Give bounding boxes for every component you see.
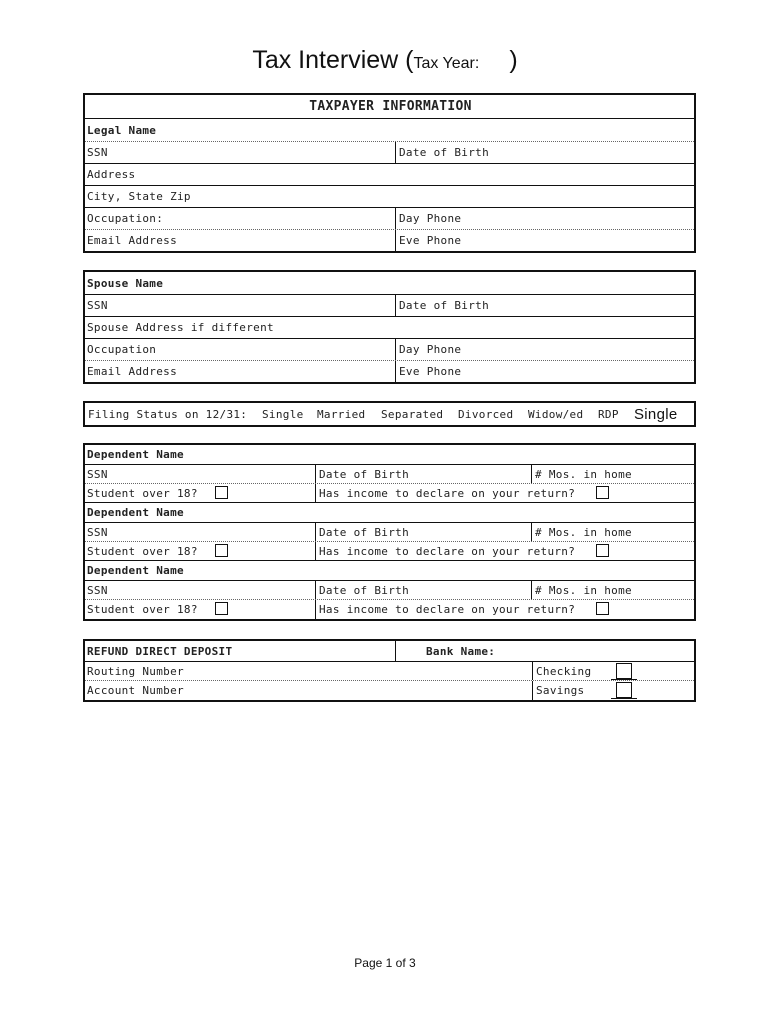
spouse-dob-field[interactable]: Date of Birth [395,295,694,316]
tax-year-label: Tax Year: [413,55,480,72]
dependent-student-label: Student over 18? [87,486,198,500]
spouse-email-row [85,361,694,382]
legal-name-row[interactable] [85,119,694,142]
taxpayer-ssn-field[interactable]: SSN [87,146,108,159]
spouse-ssn-row [85,295,694,317]
dependent-name-label: Dependent Name [87,564,184,577]
taxpayer-email-row [85,230,694,251]
refund-header-row [85,641,694,662]
taxpayer-city-field[interactable]: City, State Zip [87,190,191,203]
taxpayer-day-phone-field[interactable]: Day Phone [395,208,694,229]
spouse-address-field[interactable]: Spouse Address if different [87,321,274,334]
taxpayer-header-row [85,95,694,119]
dependent-income-field [315,600,694,619]
spouse-day-phone-field[interactable]: Day Phone [395,339,694,360]
filing-status-label: Filing Status on 12/31: [88,407,248,421]
dependent-months-field[interactable]: # Mos. in home [531,581,694,599]
taxpayer-address-row [85,164,694,186]
taxpayer-section [83,93,696,253]
dependent-ssn-field[interactable]: SSN [87,525,108,539]
dependent-student-field [85,542,315,560]
spouse-name-label: Spouse Name [87,276,164,290]
dependent-student-label: Student over 18? [87,544,198,558]
bank-name-field[interactable]: Bank Name: [395,641,694,661]
checking-underline [611,679,637,680]
spouse-section [83,270,696,384]
checking-checkbox[interactable] [616,663,632,679]
filing-option-rdp[interactable]: RDP [598,407,619,421]
dependent-student-row [85,542,694,561]
checking-label: Checking [536,664,592,678]
refund-section [83,639,696,702]
dependent-income-label: Has income to declare on your return? [319,544,576,558]
taxpayer-occupation-field[interactable]: Occupation: [87,212,164,225]
filing-status-selected[interactable]: Single [634,405,678,423]
taxpayer-city-row [85,186,694,208]
spouse-address-row [85,317,694,339]
spouse-occupation-row [85,339,694,361]
dependent-student-checkbox[interactable] [215,544,228,557]
dependent-income-label: Has income to declare on your return? [319,603,576,616]
dependent-income-checkbox[interactable] [596,544,609,557]
dependent-income-field [315,484,694,502]
dependent-ssn-field[interactable]: SSN [87,467,108,481]
spouse-occupation-field[interactable]: Occupation [87,343,157,356]
dependent-months-field[interactable]: # Mos. in home [531,523,694,541]
spouse-eve-phone-field[interactable]: Eve Phone [395,361,694,382]
dependent-ssn-row [85,523,694,542]
dependent-student-checkbox[interactable] [215,486,228,499]
dependents-section [83,443,696,621]
taxpayer-email-field[interactable]: Email Address [87,234,177,247]
taxpayer-dob-field[interactable]: Date of Birth [395,142,694,163]
routing-number-field[interactable]: Routing Number [87,664,184,678]
spouse-email-field[interactable]: Email Address [87,365,177,378]
taxpayer-section-title: TAXPAYER INFORMATION [309,99,472,114]
taxpayer-ssn-row [85,142,694,164]
dependent-student-checkbox[interactable] [215,602,228,615]
dependent-name-row[interactable] [85,503,694,523]
dependent-dob-field[interactable]: Date of Birth [315,465,531,483]
dependent-ssn-row [85,465,694,484]
dependent-student-field [85,600,315,619]
dependent-dob-field[interactable]: Date of Birth [315,523,531,541]
filing-option-single[interactable]: Single [262,407,304,421]
dependent-income-checkbox[interactable] [596,602,609,615]
savings-label: Savings [536,684,585,697]
dependent-ssn-row [85,581,694,600]
dependent-ssn-field[interactable]: SSN [87,583,108,597]
dependent-income-label: Has income to declare on your return? [319,486,576,500]
savings-underline [611,698,637,699]
savings-checkbox[interactable] [616,682,632,698]
page-number: Page 1 of 3 [354,956,416,970]
dependent-student-row [85,484,694,503]
dependent-student-label: Student over 18? [87,603,198,616]
filing-option-separated[interactable]: Separated [381,407,444,421]
title-close-paren: ) [509,46,518,74]
taxpayer-eve-phone-field[interactable]: Eve Phone [395,230,694,251]
account-row [85,681,694,700]
dependent-name-row[interactable] [85,561,694,581]
filing-option-widowed[interactable]: Widow/ed [528,407,584,421]
dependent-income-checkbox[interactable] [596,486,609,499]
title-text: Tax Interview ( [252,46,414,74]
dependent-student-row [85,600,694,619]
refund-title: REFUND DIRECT DEPOSIT [87,644,233,658]
checking-field [532,662,694,680]
filing-option-married[interactable]: Married [317,407,366,421]
savings-field [532,681,694,700]
filing-status-section [83,401,696,427]
dependent-student-field [85,484,315,502]
filing-option-divorced[interactable]: Divorced [458,407,514,421]
dependent-income-field [315,542,694,560]
taxpayer-occupation-row [85,208,694,230]
dependent-name-row[interactable] [85,445,694,465]
dependent-name-label: Dependent Name [87,506,184,519]
legal-name-label: Legal Name [87,123,157,137]
filing-status-row [85,403,694,425]
routing-row [85,662,694,681]
dependent-months-field[interactable]: # Mos. in home [531,465,694,483]
account-number-field[interactable]: Account Number [87,684,184,697]
dependent-dob-field[interactable]: Date of Birth [315,581,531,599]
page-title [0,46,770,75]
spouse-name-row[interactable] [85,272,694,295]
spouse-ssn-field[interactable]: SSN [87,299,108,312]
taxpayer-address-field[interactable]: Address [87,168,136,181]
dependent-name-label: Dependent Name [87,448,184,461]
